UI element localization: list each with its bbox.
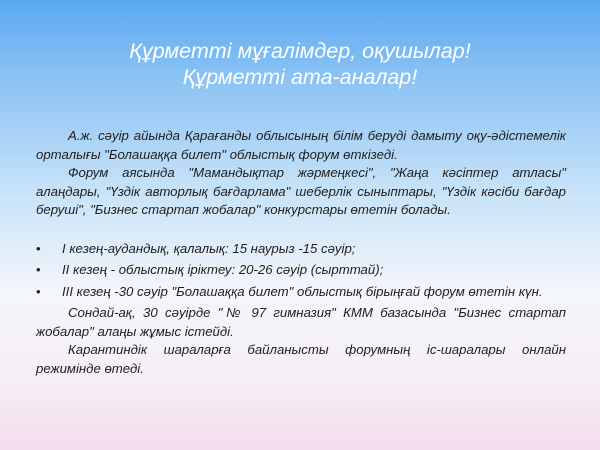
bullet-icon: •: [36, 240, 41, 256]
title-line-parents: Құрметті ата-аналар!: [182, 65, 418, 89]
bullet-icon: •: [36, 283, 41, 299]
stage-1-text: І кезең-аудандық, қалалық: 15 наурыз -15 сәуір;: [62, 240, 356, 256]
paragraph-online-mode: Карантиндік шараларға байланысты форумның іс-шаралары онлайн режимінде өтеді.: [36, 342, 566, 376]
stage-2-text: ІІ кезең - облыстық іріктеу: 20-26 сәуір (сырттай);: [62, 262, 384, 277]
bullet-icon: •: [36, 262, 41, 277]
list-item-stage-1: [36, 240, 566, 259]
stage-3-text: ІІІ кезең -30 сәуір "Болашаққа билет" облыстық бірыңғай форум өтетін күн.: [62, 283, 543, 299]
stages-list: [36, 240, 566, 302]
list-item-stage-3: [36, 283, 566, 302]
list-item-stage-2: [36, 261, 566, 280]
paragraph-forum-activities: Форум аясында "Мамандықтар жәрмеңкесі", "Жаңа кәсіптер атласы" алаңдары, "Үздік авторлық бағдарлама" шеберлік сыныптары, "Үздік кәсіби бағдар беруші", "Бизнес стартап жобалар" конкурстары өтетін болады.: [36, 165, 566, 217]
slide-title: [0, 38, 600, 90]
paragraph-business-startup: Сондай-ақ, 30 сәуірде "№ 97 гимназия" КММ базасында "Бизнес стартап жобалар" алаңы жұмыс істейді.: [36, 305, 566, 339]
paragraph-forum-announcement: А.ж. сәуір айында Қарағанды облысының білім беруді дамыту оқу-әдістемелік орталығы "Болашаққа билет" облыстық форум өткізеді.: [36, 128, 566, 162]
title-line-teachers-students: Құрметті мұғалімдер, оқушылар!: [129, 39, 471, 63]
spacer: [36, 220, 566, 240]
slide-body: [36, 127, 566, 378]
